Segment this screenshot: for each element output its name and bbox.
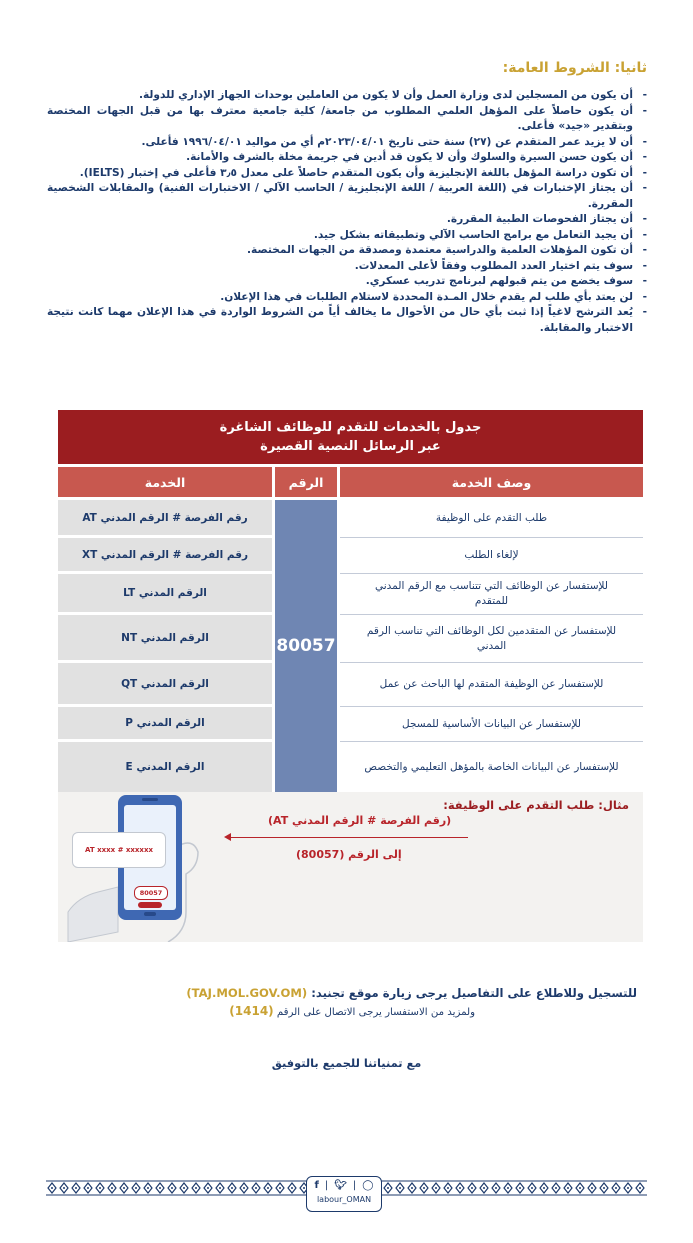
condition-item: - سوف يخضع من يتم قبولهم لبرنامج تدريب عسكري. [47, 274, 647, 290]
inquiry-info [229, 1004, 475, 1018]
condition-item: - أن يكون من المسجلين لدى وزارة العمل وأن لا يكون من العاملين بوحدات الجهاز الإداري للدولة. [47, 88, 647, 104]
table-title-line1: جدول بالخدمات للتقدم للوظائف الشاغرة [219, 420, 482, 435]
column-header-service: الخدمة [58, 467, 272, 497]
condition-item: - لن يعتد بأي طلب لم يقدم خلال المـدة المحددة لاستلام الطلبات في هذا الإعلان. [47, 290, 647, 306]
condition-item: - يُعد الترشح لاغياً إذا ثبت بأي حال من الأحوال ما يخالف أياً من الشروط الواردة في هذا الإعلان مهما كانت نتيجة الاختبار والمقابلة. [47, 305, 647, 336]
example-title: مثال: طلب التقدم على الوظيفة: [443, 798, 629, 812]
phone-message-text: AT xxxx # xxxxxx [85, 846, 153, 854]
service-cell: رقم الفرصة # الرقم المدني AT [58, 500, 272, 538]
description-cell: للإستفسار عن البيانات الخاصة بالمؤهل التعليمي والتخصص [364, 760, 619, 773]
phone-number-text: 80057 [139, 889, 163, 897]
service-column [58, 500, 272, 792]
registration-text: للتسجيل وللاطلاع على التفاصيل يرجى زيارة موقع تجنيد: [311, 986, 637, 1000]
table-title-line2: عبر الرسائل النصية القصيرة [260, 439, 441, 454]
service-cell: الرقم المدني E [58, 742, 272, 792]
condition-item: - أن يكون حاصلاً على المؤهل العلمي المطلوب من جامعة/ كلية جامعية معترف بها من قبل الجهات المختصة وبتقدير «جيد» فأعلى. [47, 104, 647, 135]
description-cell: للإستفسار عن الوظائف التي تتناسب مع الرقم المدني للمتقدم [340, 574, 643, 615]
description-cell: للإستفسار عن البيانات الأساسية للمسجل [340, 707, 643, 742]
condition-item: - أن يجيد التعامل مع برامج الحاسب الآلي وتطبيقاته بشكل جيد. [47, 228, 647, 244]
condition-item: - أن يكون حسن السيرة والسلوك وأن لا يكون قد أدين في جريمة مخلة بالشرف والأمانة. [47, 150, 647, 166]
service-cell: الرقم المدني LT [58, 574, 272, 615]
registration-info [186, 986, 637, 1000]
closing-wish: مع تمنياتنا للجميع بالتوفيق [271, 1056, 422, 1070]
services-table [58, 410, 643, 792]
phone-message-bubble [72, 832, 166, 868]
condition-item: - أن تكون دراسة المؤهل باللغة الإنجليزية وأن يكون المتقدم حاصلاً على معدل ٣٫٥ فأعلى في إختبار (IELTS). [47, 166, 647, 182]
description-cell: للإستفسار عن المتقدمين لكل الوظائف التي تناسب الرقم المدني [340, 615, 643, 663]
table-body [58, 500, 643, 792]
condition-item: - أن لا يزيد عمر المتقدم عن (٢٧) سنة حتى تاريخ ٢٠٢٣/٠٤/٠١م أي من مواليد ١٩٩٦/٠٤/٠١ فأعلى. [47, 135, 647, 151]
registration-url[interactable]: (TAJ.MOL.GOV.OM) [186, 986, 308, 1000]
service-cell: الرقم المدني NT [58, 615, 272, 663]
service-cell: الرقم المدني QT [58, 663, 272, 707]
condition-item: - سوف يتم اختيار العدد المطلوب وفقاً لأعلى المعدلات. [47, 259, 647, 275]
description-cell: طلب التقدم على الوظيفة [340, 500, 643, 538]
social-icons [307, 1180, 381, 1191]
condition-item: - أن تكون المؤهلات العلمية والدراسية معتمدة ومصدقة من الجهات المختصة. [47, 243, 647, 259]
divider: | [324, 1180, 329, 1191]
facebook-icon[interactable]: f [314, 1180, 319, 1191]
condition-item: - أن يجتاز الإختبارات في (اللغة العربية / اللغة الإنجليزية / الحاسب الآلي / الاختبارات الفنية) والمقابلات الشخصية المقررة. [47, 181, 647, 212]
example-section [58, 792, 643, 942]
section-title: ثانيا: الشروط العامة: [502, 60, 647, 76]
description-cell: لإلغاء الطلب [340, 538, 643, 574]
phone-send-button [138, 902, 162, 908]
inquiry-text: ولمزيد من الاستفسار يرجى الاتصال على الرقم [276, 1007, 475, 1018]
example-format-line: (رقم الفرصة # الرقم المدني AT) [268, 814, 452, 827]
service-cell: الرقم المدني P [58, 707, 272, 742]
arrow-head-icon [224, 833, 231, 841]
social-handle[interactable]: labour_OMAN [316, 1195, 372, 1204]
description-column [340, 500, 643, 792]
conditions-list [47, 88, 647, 336]
table-header [58, 410, 643, 464]
column-header-number: الرقم [275, 467, 337, 497]
column-header-description: وصف الخدمة [340, 467, 643, 497]
condition-item: - أن يجتاز الفحوصات الطبية المقررة. [47, 212, 647, 228]
example-arrow [228, 837, 468, 838]
inquiry-number[interactable]: (1414) [229, 1004, 274, 1018]
service-cell: رقم الفرصة # الرقم المدني XT [58, 538, 272, 574]
sms-number-cell: 80057 [275, 500, 337, 792]
instagram-icon[interactable]: ◯ [362, 1180, 374, 1191]
example-number-line: إلى الرقم (80057) [296, 848, 402, 861]
twitter-icon[interactable]: 🐦︎ [334, 1180, 347, 1191]
divider: | [352, 1180, 357, 1191]
description-cell: للإستفسار عن الوظيفة المتقدم لها الباحث عن عمل [340, 663, 643, 707]
phone-number-chip [134, 886, 168, 900]
social-media-box [306, 1176, 382, 1212]
column-headers [58, 467, 643, 497]
